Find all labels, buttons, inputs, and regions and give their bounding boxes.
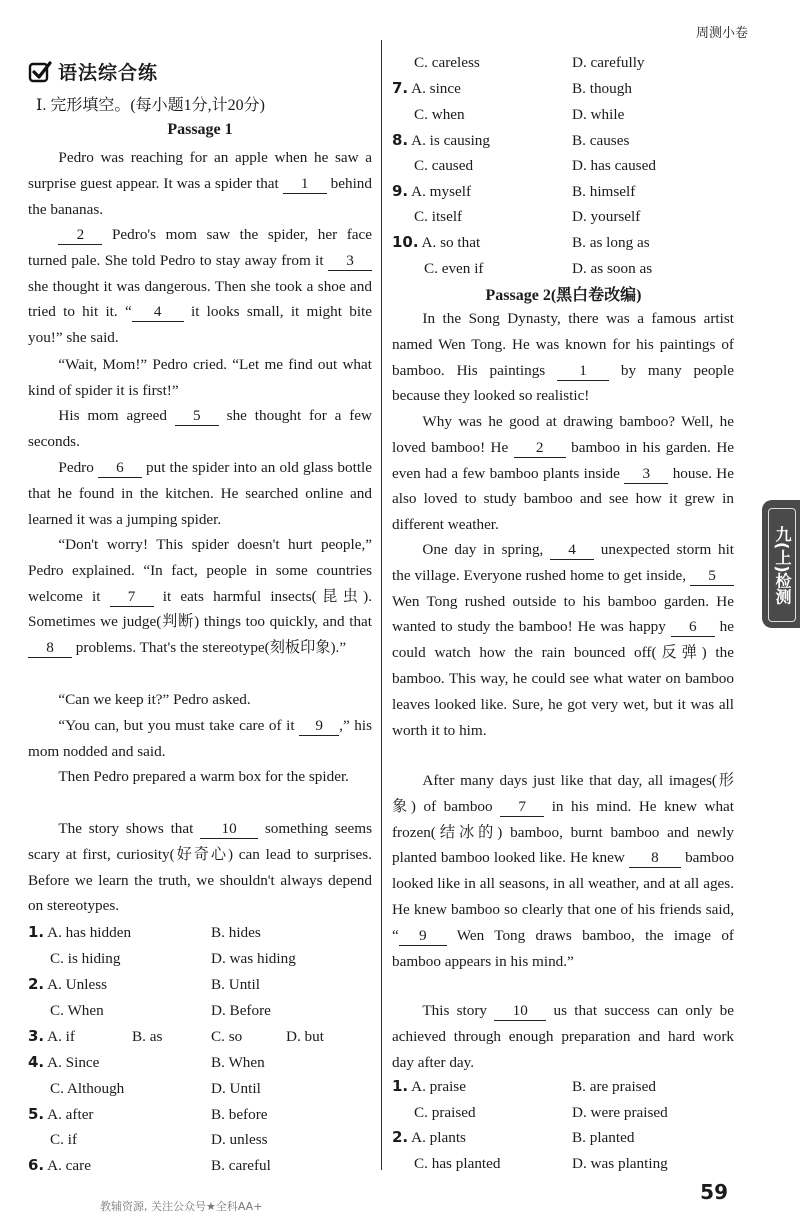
passage1-paragraph: The story shows that 10 something seems scary at first, curiosity(好奇心) can lead to surprises. Before we learn the truth, we shouldn't always depend on stereotypes. [28, 820, 372, 915]
column-divider [381, 40, 382, 1170]
answer-blank[interactable]: 2 [58, 226, 102, 245]
question-item: 2. A. plants [392, 1128, 466, 1146]
part-title: Ⅰ. 完形填空。(每小题1分,计20分) [36, 97, 265, 114]
option[interactable]: D. Until [211, 1080, 261, 1097]
option[interactable]: A. after [47, 1106, 94, 1123]
passage2-paragraph: This story 10 us that success can only be achieved through enough preparation and hard work day after day. [392, 1002, 734, 1071]
option[interactable]: C. caused [414, 157, 474, 174]
option[interactable]: D. were praised [572, 1104, 668, 1121]
option[interactable]: A. care [47, 1157, 91, 1174]
option[interactable]: D. carefully [572, 54, 645, 71]
passage1-paragraph: 2 Pedro's mom saw the spider, her face turned pale. She told Pedro to stay away from it 3 she thought it was dangerous. Then she took a shoe and tried to hit it. “ 4 it looks small, it might bite you!” she said. [28, 226, 373, 347]
section-title [28, 58, 158, 85]
option[interactable]: C. careless [414, 54, 480, 71]
option[interactable]: C. so [211, 1028, 243, 1045]
question-item: 1. A. has hidden [28, 923, 132, 941]
option[interactable]: B. himself [572, 183, 636, 200]
option[interactable]: C. even if [424, 260, 484, 277]
option[interactable]: C. has planted [414, 1155, 501, 1172]
option[interactable]: B. careful [211, 1157, 271, 1174]
question-item: 1. A. praise [392, 1077, 466, 1095]
passage1-paragraph: His mom agreed 5 she thought for a few seconds. [28, 407, 373, 450]
option[interactable]: D. has caused [572, 157, 656, 174]
option[interactable]: B. though [572, 80, 632, 97]
passage2-paragraph: After many days just like that day, all images(形象) of bamboo 7 in his mind. He knew what frozen(结冰的) bamboo, burnt bamboo and newly planted bamboo looked like. He knew 8 bamboo looked like in all seasons, in all weather, and at all ages. He knew bamboo so clearly that one of his friends said, “ 9 Wen Tong draws bamboo, the image of bamboo appears in his mind.” [392, 772, 735, 970]
passage2-paragraph: Why was he good at drawing bamboo? Well, he loved bamboo! He 2 bamboo in his garden. He even had a few bamboo plants inside 3 house. He also loved to study bamboo and see how it grew in different weather. [392, 413, 735, 534]
option[interactable]: B. are praised [572, 1078, 656, 1095]
option[interactable]: B. causes [572, 132, 630, 149]
option[interactable]: C. Although [50, 1080, 125, 1097]
answer-blank[interactable]: 10 [494, 1002, 546, 1021]
option[interactable]: B. planted [572, 1129, 635, 1146]
question-item: 9. A. myself [392, 182, 472, 200]
option[interactable]: D. was hiding [211, 950, 296, 967]
option[interactable]: B. Until [211, 976, 260, 993]
option[interactable]: C. When [50, 1002, 104, 1019]
answer-blank[interactable]: 3 [624, 465, 668, 484]
passage2-paragraph: One day in spring, 4 unexpected storm hit the village. Everyone rushed home to get inside, 5 Wen Tong rushed outside to his bamboo garden. He wanted to study the bamboo! He was happy 6 he could watch how the rain bounced off(反弹) the bamboo. This way, he could see what water on bamboo leaves looked like. Sure, he got very wet, but it was all worth it to him. [392, 541, 735, 739]
footer-text: 教辅资源, 关注公众号★全科AA+ [100, 1200, 263, 1213]
option[interactable]: A. myself [411, 183, 472, 200]
answer-blank[interactable]: 10 [200, 820, 258, 839]
passage1-paragraph: “Don't worry! This spider doesn't hurt people,” Pedro explained. “In fact, people in some countries welcome it 7 it eats harmful insects(昆虫). Sometimes we judge(判断) things too quickly, and that 8 problems. That's the stereotype(刻板印象).” [28, 536, 373, 657]
option[interactable]: B. as long as [572, 234, 650, 251]
option[interactable]: A. since [411, 80, 461, 97]
passage1-paragraph: “Can we keep it?” Pedro asked. [58, 691, 251, 708]
passage1-paragraph: Pedro 6 put the spider into an old glass bottle that he found in the kitchen. He searched online and learned it was a jumping spider. [28, 459, 373, 528]
option[interactable]: D. was planting [572, 1155, 668, 1172]
question-item: 10. A. so that [392, 233, 481, 251]
answer-blank[interactable]: 9 [299, 717, 339, 736]
answer-blank[interactable]: 1 [283, 175, 327, 194]
option[interactable]: C. praised [414, 1104, 476, 1121]
option[interactable]: C. is hiding [50, 950, 121, 967]
option[interactable]: D. yourself [572, 208, 641, 225]
passage1-paragraph: “You can, but you must take care of it 9 ,” his mom nodded and said. [28, 717, 373, 760]
option[interactable]: B. hides [211, 924, 261, 941]
option[interactable]: D. unless [211, 1131, 268, 1148]
option[interactable]: B. before [211, 1106, 268, 1123]
answer-blank[interactable]: 7 [110, 588, 154, 607]
answer-blank[interactable]: 9 [399, 927, 447, 946]
option[interactable]: A. praise [411, 1078, 466, 1095]
page-number: 59 [700, 1180, 728, 1204]
option[interactable]: D. while [572, 106, 625, 123]
option[interactable]: A. Since [47, 1054, 100, 1071]
question-item: 7. A. since [392, 79, 461, 97]
answer-blank[interactable]: 4 [132, 303, 184, 322]
option[interactable]: B. as [132, 1028, 163, 1045]
question-item: 4. A. Since [28, 1053, 100, 1071]
answer-blank[interactable]: 7 [500, 798, 544, 817]
passage2-paragraph: In the Song Dynasty, there was a famous artist named Wen Tong. He was known for his paintings of bamboo. His paintings 1 by many people because they looked so realistic! [392, 310, 734, 405]
answer-blank[interactable]: 5 [690, 567, 734, 586]
passage1-paragraph: Pedro was reaching for an apple when he saw a surprise guest appear. It was a spider that 1 behind the bananas. [28, 149, 372, 218]
option[interactable]: A. is causing [411, 132, 490, 149]
answer-blank[interactable]: 6 [98, 459, 142, 478]
option[interactable]: A. so that [421, 234, 481, 251]
option[interactable]: C. if [50, 1131, 78, 1148]
checkbox-icon [28, 60, 52, 84]
section-title-text: 语法综合练 [58, 62, 159, 84]
question-item: 8. A. is causing [392, 131, 490, 149]
side-tab-label: 九(上)检测 [768, 508, 796, 622]
answer-blank[interactable]: 3 [328, 252, 372, 271]
answer-blank[interactable]: 5 [175, 407, 219, 426]
passage1-paragraph: “Wait, Mom!” Pedro cried. “Let me find out what kind of spider it is first!” [28, 356, 372, 399]
option[interactable]: D. Before [211, 1002, 271, 1019]
question-item: 5. A. after [28, 1105, 94, 1123]
question-item: 3. A. if [28, 1027, 75, 1045]
answer-blank[interactable]: 6 [671, 618, 715, 637]
answer-blank[interactable]: 1 [557, 362, 609, 381]
passage2-title: Passage 2(黑白卷改编) [485, 287, 642, 304]
answer-blank[interactable]: 4 [550, 541, 594, 560]
option[interactable]: D. but [286, 1028, 324, 1045]
option[interactable]: A. Unless [47, 976, 108, 993]
option[interactable]: A. plants [411, 1129, 466, 1146]
side-tab [762, 500, 800, 628]
option[interactable]: A. has hidden [47, 924, 132, 941]
question-item: 2. A. Unless [28, 975, 108, 993]
option[interactable]: A. if [47, 1028, 75, 1045]
question-item: 6. A. care [28, 1156, 91, 1174]
passage1-title: Passage 1 [167, 121, 233, 138]
answer-blank[interactable]: 8 [629, 849, 681, 868]
option[interactable]: B. When [211, 1054, 265, 1071]
option[interactable]: D. as soon as [572, 260, 653, 277]
answer-blank[interactable]: 2 [514, 439, 566, 458]
header-tag: 周测小卷 [695, 26, 748, 41]
option[interactable]: C. when [414, 106, 465, 123]
answer-blank[interactable]: 8 [28, 639, 72, 658]
passage1-paragraph: Then Pedro prepared a warm box for the spider. [58, 768, 349, 785]
option[interactable]: C. itself [414, 208, 463, 225]
